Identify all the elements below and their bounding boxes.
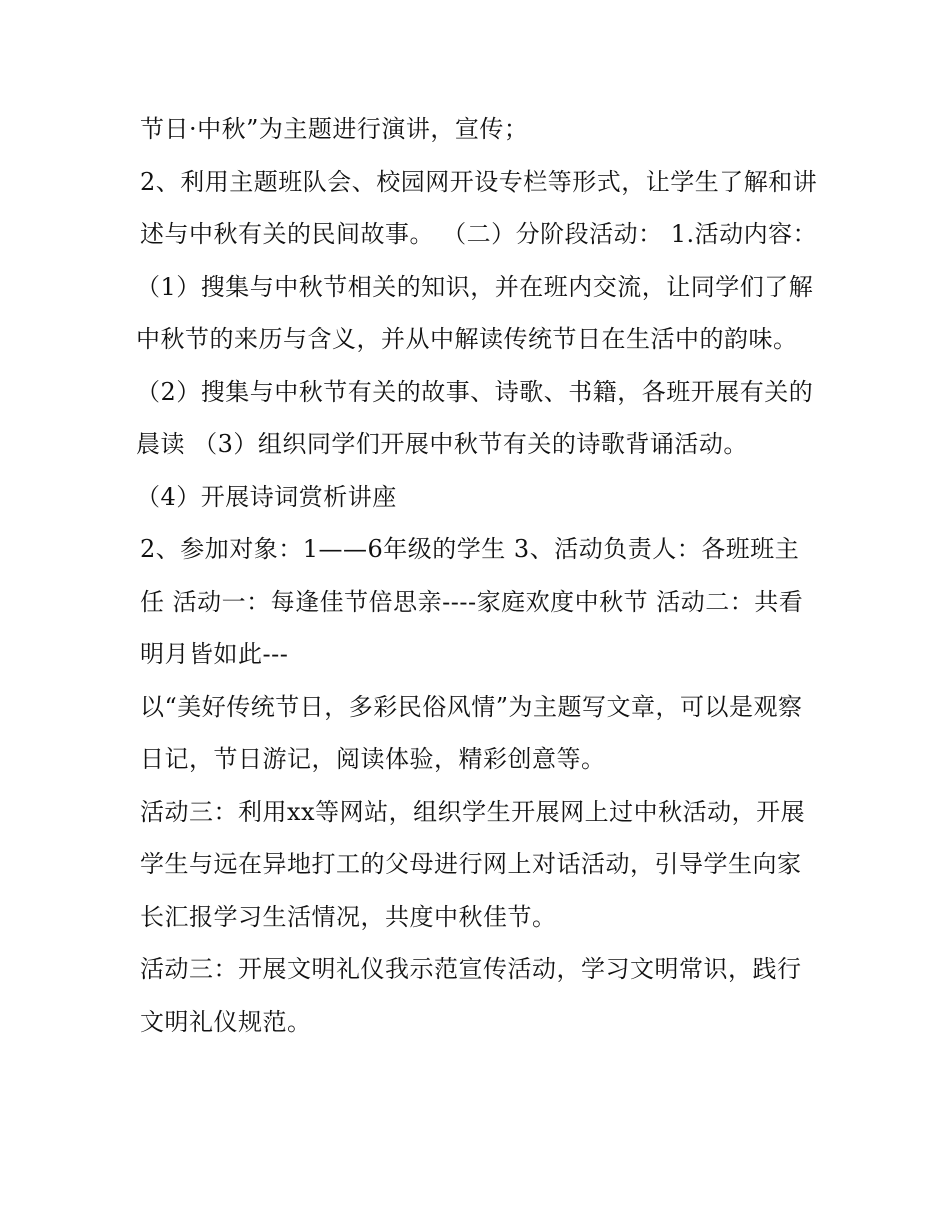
paragraph-theme-speech: 节日·中秋”为主题进行演讲，宣传； — [140, 115, 529, 143]
paragraph-participants: 2、参加对象：1——6年级的学生 3、活动负责人：各班班主任 活动一：每逢佳节倍思亲----家庭欢度中秋节 活动二：共看明月皆如此--- — [140, 535, 804, 668]
paragraph-activity-1: （1）搜集与中秋节相关的知识，并在班内交流，让同学们了解中秋节的来历与含义，并从中解读传统节日在生活中的韵味。 — [136, 272, 814, 353]
paragraph-activity-4: （4）开展诗词赏析讲座 — [136, 482, 397, 511]
paragraph-class-meeting: 2、利用主题班队会、校园网开设专栏等形式，让学生了解和讲述与中秋有关的民间故事。 （二）分阶段活动： 1.活动内容： — [140, 167, 818, 248]
document-body — [136, 103, 820, 1048]
paragraph-etiquette-activity: 活动三：开展文明礼仪我示范宣传活动，学习文明常识，践行文明礼仪规范。 — [140, 955, 802, 1036]
paragraph-writing-theme: 以“美好传统节日，多彩民俗风情”为主题写文章，可以是观察日记，节日游记，阅读体验，精彩创意等。 — [140, 692, 803, 773]
paragraph-activity-2-3: （2）搜集与中秋节有关的故事、诗歌、书籍，各班开展有关的晨读 （3）组织同学们开展中秋节有关的诗歌背诵活动。 — [136, 377, 814, 458]
paragraph-online-activity: 活动三：利用xx等网站，组织学生开展网上过中秋活动，开展学生与远在异地打工的父母进行网上对话活动，引导学生向家长汇报学习生活情况，共度中秋佳节。 — [140, 797, 806, 931]
